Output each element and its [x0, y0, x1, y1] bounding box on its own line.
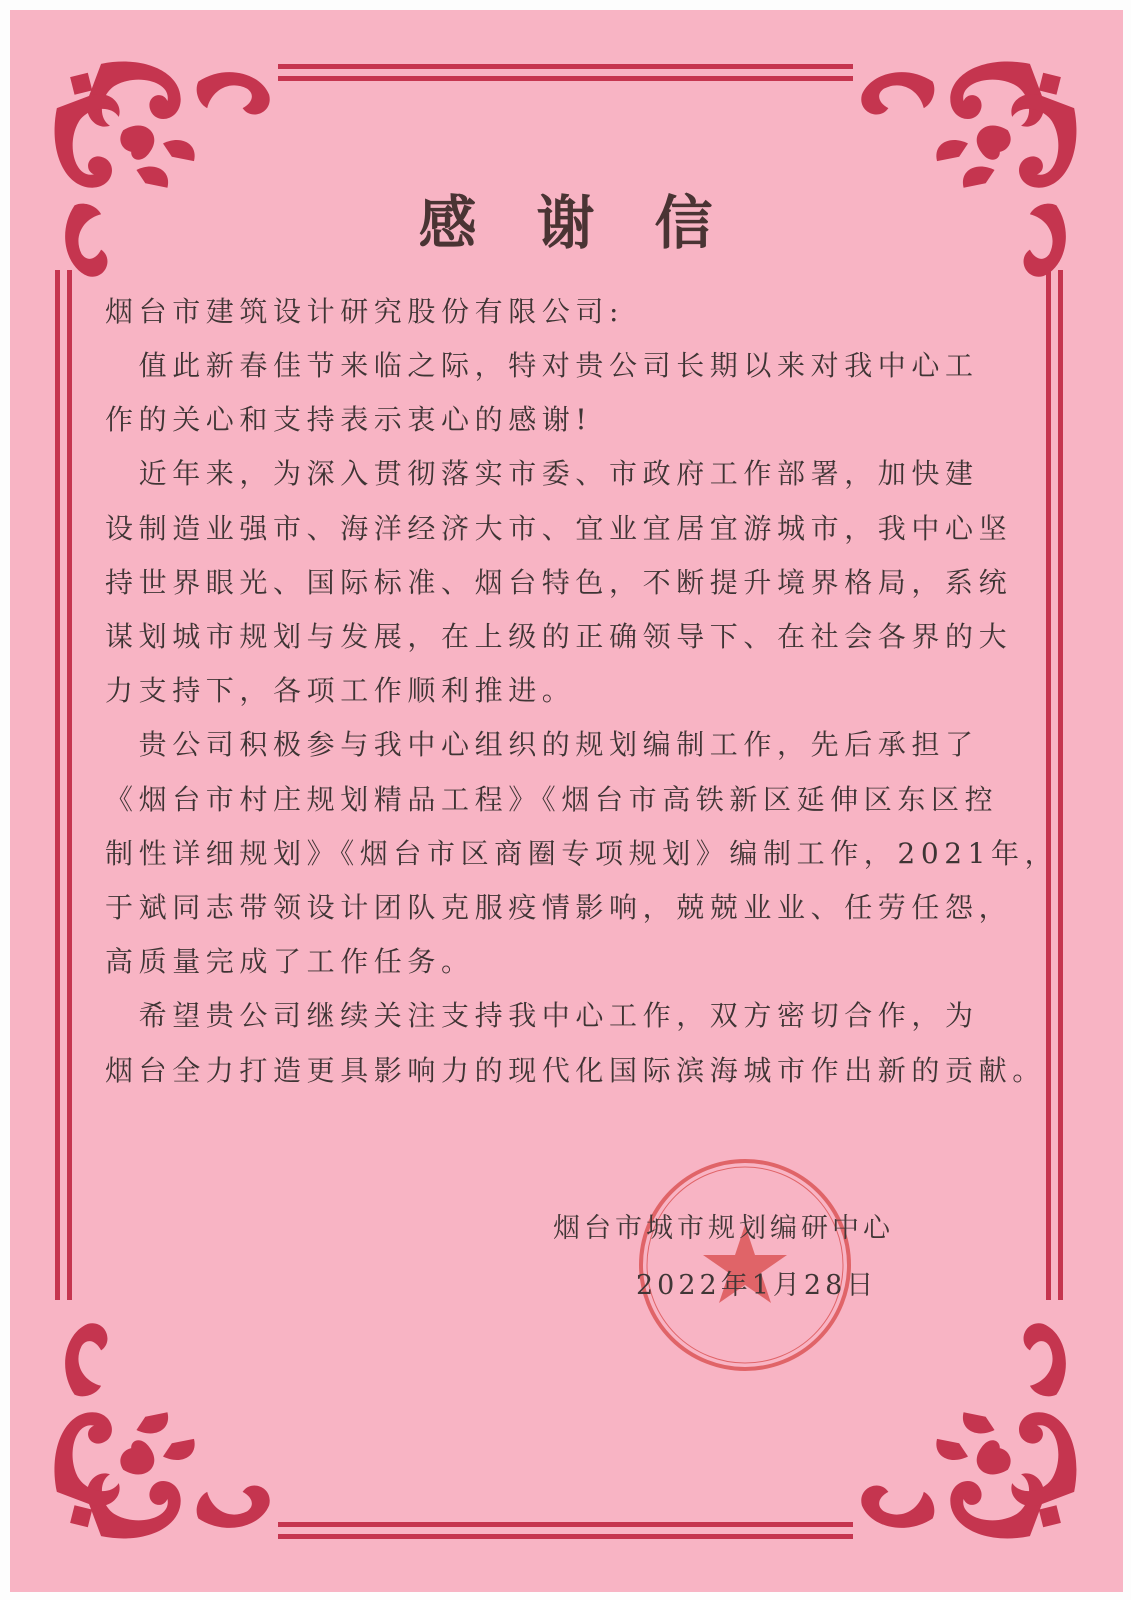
body-line: 于斌同志带领设计团队克服疫情影响，兢兢业业、任劳任怨，	[105, 891, 1013, 924]
salutation: 烟台市建筑设计研究股份有限公司:	[105, 295, 625, 328]
body-line: 希望贵公司继续关注支持我中心工作，双方密切合作，为	[105, 999, 979, 1033]
body-line: 力支持下，各项工作顺利推进。	[105, 674, 576, 708]
body-line: 贵公司积极参与我中心组织的规划编制工作，先后承担了	[105, 728, 979, 762]
signature-date: 2022年1月28日	[636, 1270, 878, 1301]
border-left-line	[55, 270, 60, 1300]
body-line: 《烟台市村庄规划精品工程》《烟台市高铁新区延伸区东区控	[105, 782, 999, 816]
body-line: 谋划城市规划与发展，在上级的正确领导下、在社会各界的大	[105, 620, 1013, 653]
border-left-line	[67, 270, 72, 1300]
border-bottom-line	[278, 1534, 853, 1539]
body-line: 设制造业强市、海洋经济大市、宜业宜居宜游城市，我中心坚	[105, 511, 1013, 545]
border-top-line	[278, 64, 853, 69]
border-top-line	[278, 76, 853, 81]
border-bottom-line	[278, 1522, 853, 1527]
official-seal	[635, 1155, 855, 1375]
corner-ornament-bottom-left	[48, 1315, 278, 1545]
border-right-line	[1058, 270, 1063, 1300]
letter-title: 感谢信	[418, 189, 773, 257]
body-line: 烟台全力打造更具影响力的现代化国际滨海城市作出新的贡献。	[105, 1053, 1046, 1087]
body-line: 制性详细规划》《烟台市区商圈专项规划》编制工作，2021年，	[105, 836, 1059, 870]
body-line: 值此新春佳节来临之际，特对贵公司长期以来对我中心工	[105, 349, 979, 382]
body-line: 作的关心和支持表示衷心的感谢!	[105, 403, 593, 437]
signature-organization: 烟台市城市规划编研中心	[553, 1213, 894, 1244]
body-line: 高质量完成了工作任务。	[105, 945, 475, 979]
body-line: 持世界眼光、国际标准、烟台特色，不断提升境界格局，系统	[105, 565, 1013, 599]
border-right-line	[1046, 270, 1051, 1300]
body-line: 近年来，为深入贯彻落实市委、市政府工作部署，加快建	[105, 457, 979, 491]
corner-ornament-bottom-right	[853, 1315, 1083, 1545]
